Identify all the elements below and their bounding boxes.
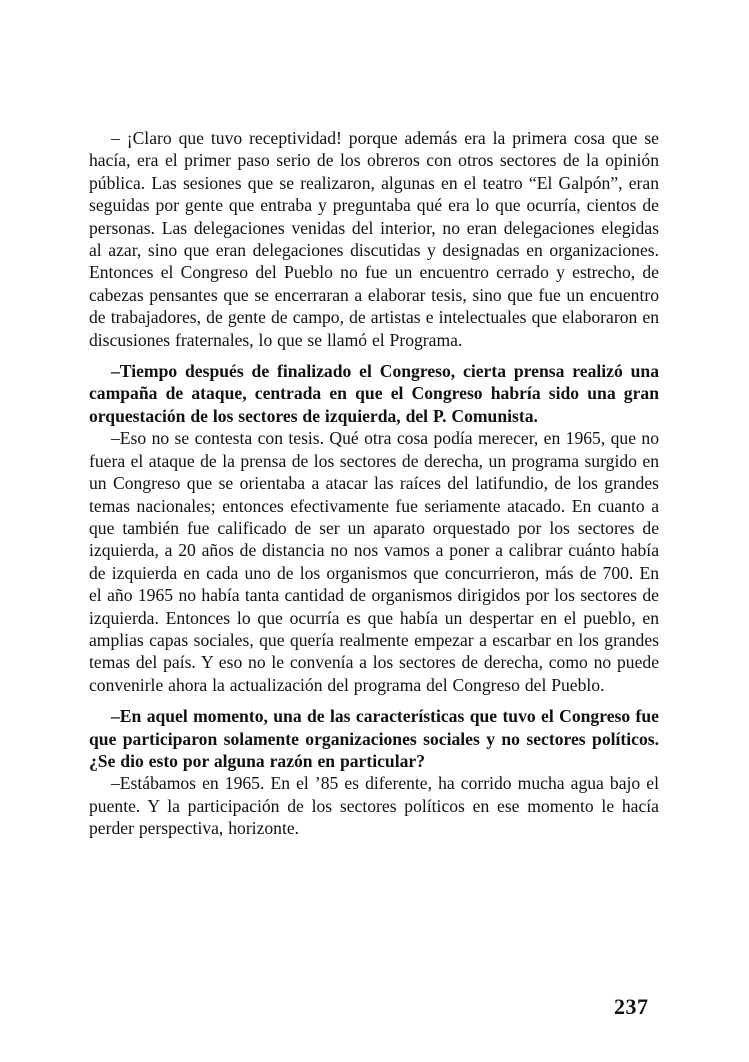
answer-paragraph: – ¡Claro que tuvo receptividad! porque además era la primera cosa que se hacía, era el primer paso serio de los obreros con otros sectores de la opinión pública. Las sesiones que se realizaron, algunas en el teatro “El Galpón”, eran seguidas por gente que entraba y preguntaba qué era lo que ocurría, cientos de personas. Las delegaciones venidas del interior, no eran delegaciones elegidas al azar, sino que eran delegaciones discutidas y designadas en organizaciones. Entonces el Congreso del Pueblo no fue un encuentro cerrado y estrecho, de cabezas pensantes que se encerraran a elaborar tesis, sino que fue un encuentro de trabajadores, de gente de campo, de artistas e intelectuales que elaboraron en discusiones fraternales, lo que se llamó el Programa. (89, 128, 659, 350)
question-paragraph: –Tiempo después de finalizado el Congreso, cierta prensa realizó una campaña de ataque, centrada en que el Congreso habría sido una gran orquestación de los sectores de izquierda, del P. Comunista. (89, 361, 659, 426)
answer-paragraph: –Estábamos en 1965. En el ’85 es diferente, ha corrido mucha agua bajo el puente. Y la participación de los sectores políticos en ese momento le hacía perder perspectiva, horizonte. (89, 773, 659, 839)
question-paragraph: –En aquel momento, una de las características que tuvo el Congreso fue que participaron solamente organizaciones sociales y no sectores políticos. ¿Se dio esto por alguna razón en particular? (89, 706, 659, 771)
interview-text (89, 127, 659, 840)
page-number: 237 (614, 994, 649, 1019)
answer-paragraph: –Eso no se contesta con tesis. Qué otra cosa podía merecer, en 1965, que no fuera el ataque de la prensa de los sectores de derecha, un programa surgido en un Congreso que se orientaba a atacar las raíces del latifundio, de los grandes temas nacionales; entonces efectivamente fue seriamente atacado. En cuanto a que también fue calificado de ser un aparato orquestado por los sectores de izquierda, a 20 años de distancia no nos vamos a poner a calibrar cuánto había de izquierda en cada uno de los organismos que concurrieron, más de 700. En el año 1965 no había tanta cantidad de organismos dirigidos por los sectores de izquierda. Entonces lo que ocurría es que había un despertar en el pueblo, en amplias capas sociales, que quería realmente empezar a escarbar en los grandes temas del país. Y eso no le convenía a los sectores de derecha, como no puede convenirle ahora la actualización del programa del Congreso del Pueblo. (89, 428, 659, 695)
